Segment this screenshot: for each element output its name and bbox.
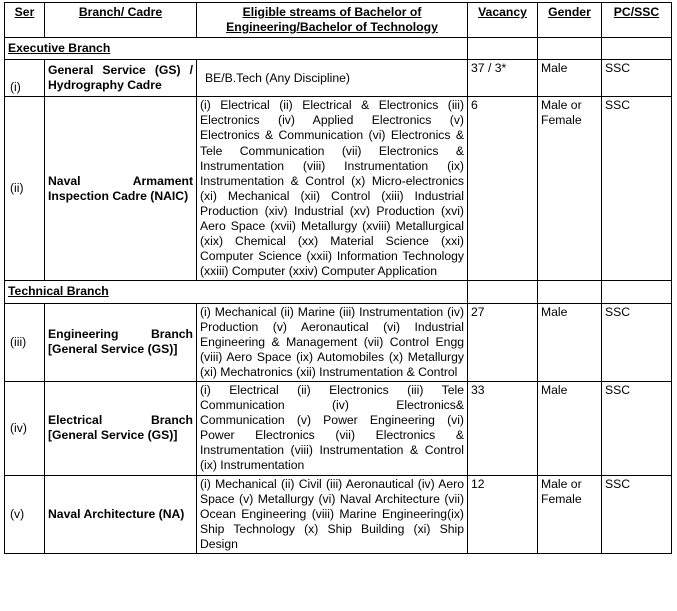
- header-row: [5, 3, 672, 38]
- row-vacancy: 6: [468, 97, 538, 281]
- row-ser: (ii): [5, 97, 45, 281]
- header-vacancy: Vacancy: [468, 3, 538, 38]
- row-streams: (i) Electrical (ii) Electronics (iii) Tele Communication (iv) Electronics& Communication (v) Power Engineering (vi) Power Electronics (vii) Electronics & Instrumentation (viii) Instrumentation & Control (ix) Instrumentation: [197, 381, 468, 475]
- table-row: [5, 475, 672, 553]
- row-ser: (i): [5, 60, 45, 97]
- row-gender: Male or Female: [538, 97, 602, 281]
- row-branch: General Service (GS) / Hydrography Cadre: [45, 60, 197, 97]
- row-pcssc: SSC: [602, 475, 672, 553]
- row-ser: (iii): [5, 303, 45, 381]
- header-streams: Eligible streams of Bachelor of Engineering/Bachelor of Technology: [197, 3, 468, 38]
- row-branch: Engineering Branch [General Service (GS)]: [45, 303, 197, 381]
- row-ser: (iv): [5, 381, 45, 475]
- table-row: [5, 60, 672, 97]
- row-vacancy: 27: [468, 303, 538, 381]
- table-row: [5, 97, 672, 281]
- row-pcssc: SSC: [602, 60, 672, 97]
- section-title-executive: Executive Branch: [5, 38, 468, 60]
- row-branch: Electrical Branch [General Service (GS)]: [45, 381, 197, 475]
- row-streams: (i) Electrical (ii) Electrical & Electronics (iii) Electronics (iv) Applied Electronics (v) Electronics & Communication (vi) Electronics & Tele Communication (vii) Electronics & Instrumentation (viii) Instrumentation (ix) Instrumentation & Control (x) Micro-electronics (xi) Mechanical (xii) Control (xiii) Industrial Production (xiv) Industrial (xv) Production (xvi) Aero Space (xvii) Metallurgy (xviii) Metallurgical (xix) Chemical (xx) Material Science (xxi) Computer Science (xxii) Information Technology (xxiii) Computer (xxiv) Computer Application: [197, 97, 468, 281]
- table-row: [5, 303, 672, 381]
- row-branch: Naval Architecture (NA): [45, 475, 197, 553]
- eligibility-table: [4, 2, 672, 554]
- table-row: [5, 381, 672, 475]
- header-gender: Gender: [538, 3, 602, 38]
- row-branch: Naval Armament Inspection Cadre (NAIC): [45, 97, 197, 281]
- row-pcssc: SSC: [602, 381, 672, 475]
- row-streams: BE/B.Tech (Any Discipline): [197, 60, 468, 97]
- header-branch: Branch/ Cadre: [45, 3, 197, 38]
- row-streams: (i) Mechanical (ii) Civil (iii) Aeronautical (iv) Aero Space (v) Metallurgy (vi) Naval Architecture (vii) Ocean Engineering (viii) Marine Engineering(ix) Ship Technology (x) Ship Building (xi) Ship Design: [197, 475, 468, 553]
- section-row-executive: [5, 38, 672, 60]
- row-vacancy: 37 / 3*: [468, 60, 538, 97]
- row-vacancy: 12: [468, 475, 538, 553]
- row-streams: (i) Mechanical (ii) Marine (iii) Instrumentation (iv) Production (v) Aeronautical (vi) Industrial Engineering & Management (vii) Control Engg (viii) Aero Space (ix) Automobiles (x) Metallurgy (xi) Mechatronics (xii) Instrumentation & Control: [197, 303, 468, 381]
- row-ser: (v): [5, 475, 45, 553]
- row-gender: Male: [538, 381, 602, 475]
- row-gender: Male: [538, 60, 602, 97]
- row-gender: Male: [538, 303, 602, 381]
- section-row-technical: [5, 281, 672, 303]
- row-pcssc: SSC: [602, 97, 672, 281]
- header-ser: Ser: [5, 3, 45, 38]
- row-vacancy: 33: [468, 381, 538, 475]
- row-pcssc: SSC: [602, 303, 672, 381]
- header-pcssc: PC/SSC: [602, 3, 672, 38]
- row-gender: Male or Female: [538, 475, 602, 553]
- section-title-technical: Technical Branch: [5, 281, 468, 303]
